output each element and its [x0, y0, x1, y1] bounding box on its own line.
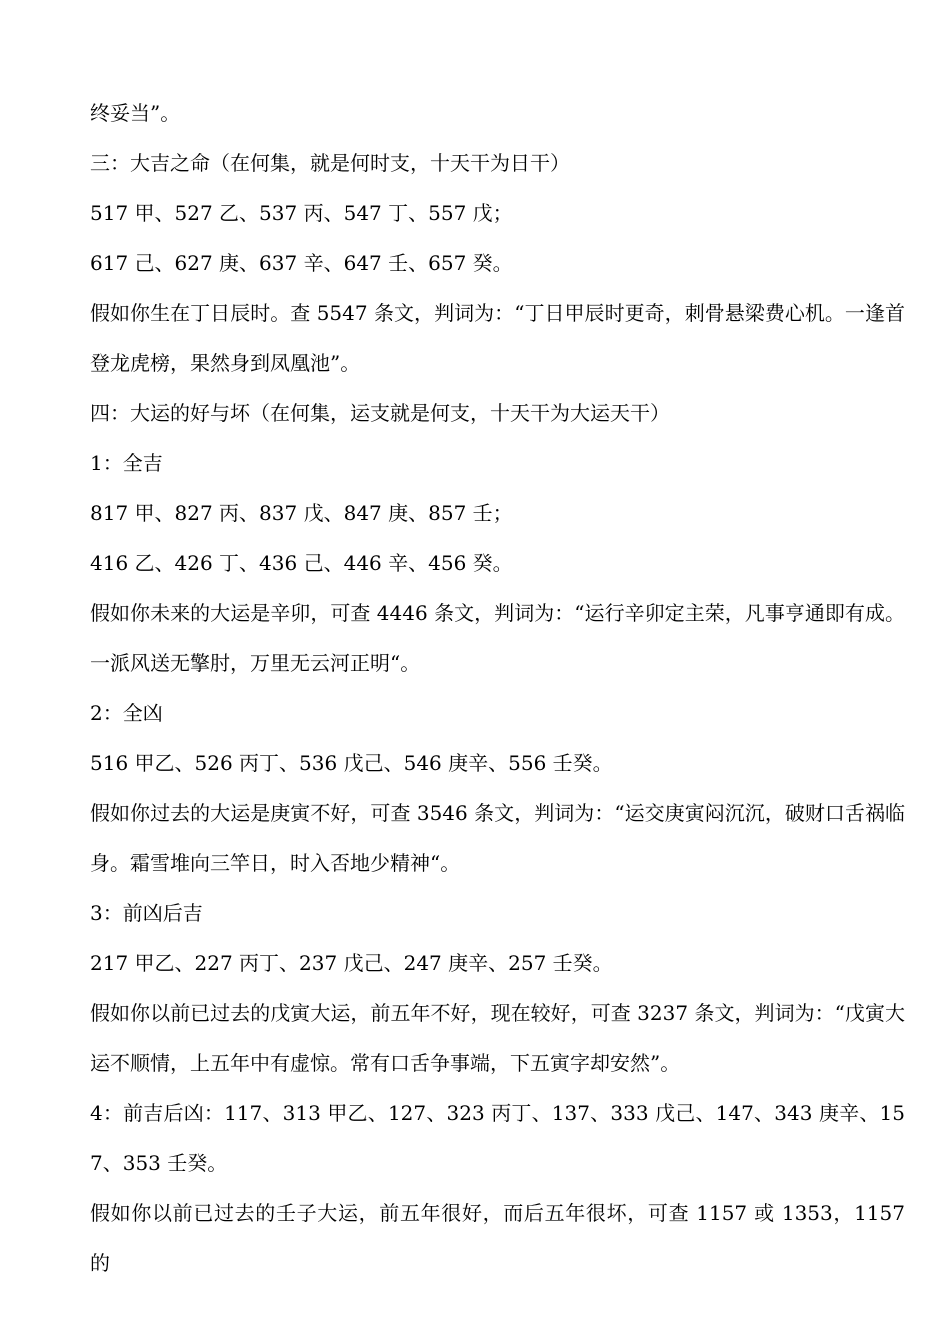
subheading-bad-then-good: 3：前凶后吉: [90, 901, 203, 925]
paragraph-1: 终妥当”。: [90, 101, 181, 125]
paragraph-13: 假如你过去的大运是庚寅不好，可查 3546 条文，判词为：“运交庚寅闷沉沉，破财口舌祸临身。霜雪堆向三竿日，时入否地少精神“。: [90, 801, 905, 875]
paragraph-3: 517 甲、527 乙、537 丙、547 丁、557 戊；: [90, 201, 513, 225]
subheading-good-then-bad: 4：前吉后凶：117、313 甲乙、127、323 丙丁、137、333 戊己、147、343 庚辛、157、353 壬癸。: [90, 1101, 905, 1175]
paragraph-8: 817 甲、827 丙、837 戊、847 庚、857 壬；: [90, 501, 513, 525]
paragraph-10: 假如你未来的大运是辛卯，可查 4446 条文，判词为：“运行辛卯定主荣，凡事亨通即有成。一派风送无擎肘，万里无云河正明“。: [90, 601, 905, 675]
paragraph-5: 假如你生在丁日辰时。查 5547 条文，判词为：“丁日甲辰时更奇，刺骨悬梁费心机。一逢首登龙虎榜，果然身到凤凰池”。: [90, 301, 905, 375]
section-four-heading: 四：大运的好与坏（在何集，运支就是何支，十天干为大运天干）: [90, 401, 670, 425]
paragraph-9: 416 乙、426 丁、436 己、446 辛、456 癸。: [90, 551, 513, 575]
paragraph-4: 617 己、627 庚、637 辛、647 壬、657 癸。: [90, 251, 513, 275]
subheading-all-good: 1：全吉: [90, 451, 163, 475]
document-body: [90, 88, 905, 1288]
paragraph-15: 217 甲乙、227 丙丁、237 戊己、247 庚辛、257 壬癸。: [90, 951, 613, 975]
paragraph-18: 假如你以前已过去的壬子大运，前五年很好，而后五年很坏，可查 1157 或 1353，1157 的: [90, 1201, 905, 1275]
paragraph-16: 假如你以前已过去的戊寅大运，前五年不好，现在较好，可查 3237 条文，判词为：“戊寅大运不顺情，上五年中有虚惊。常有口舌争事端，下五寅字却安然”。: [90, 1001, 905, 1075]
paragraph-12: 516 甲乙、526 丙丁、536 戊己、546 庚辛、556 壬癸。: [90, 751, 613, 775]
section-three-heading: 三：大吉之命（在何集，就是何时支，十天干为日干）: [90, 151, 570, 175]
subheading-all-bad: 2：全凶: [90, 701, 163, 725]
